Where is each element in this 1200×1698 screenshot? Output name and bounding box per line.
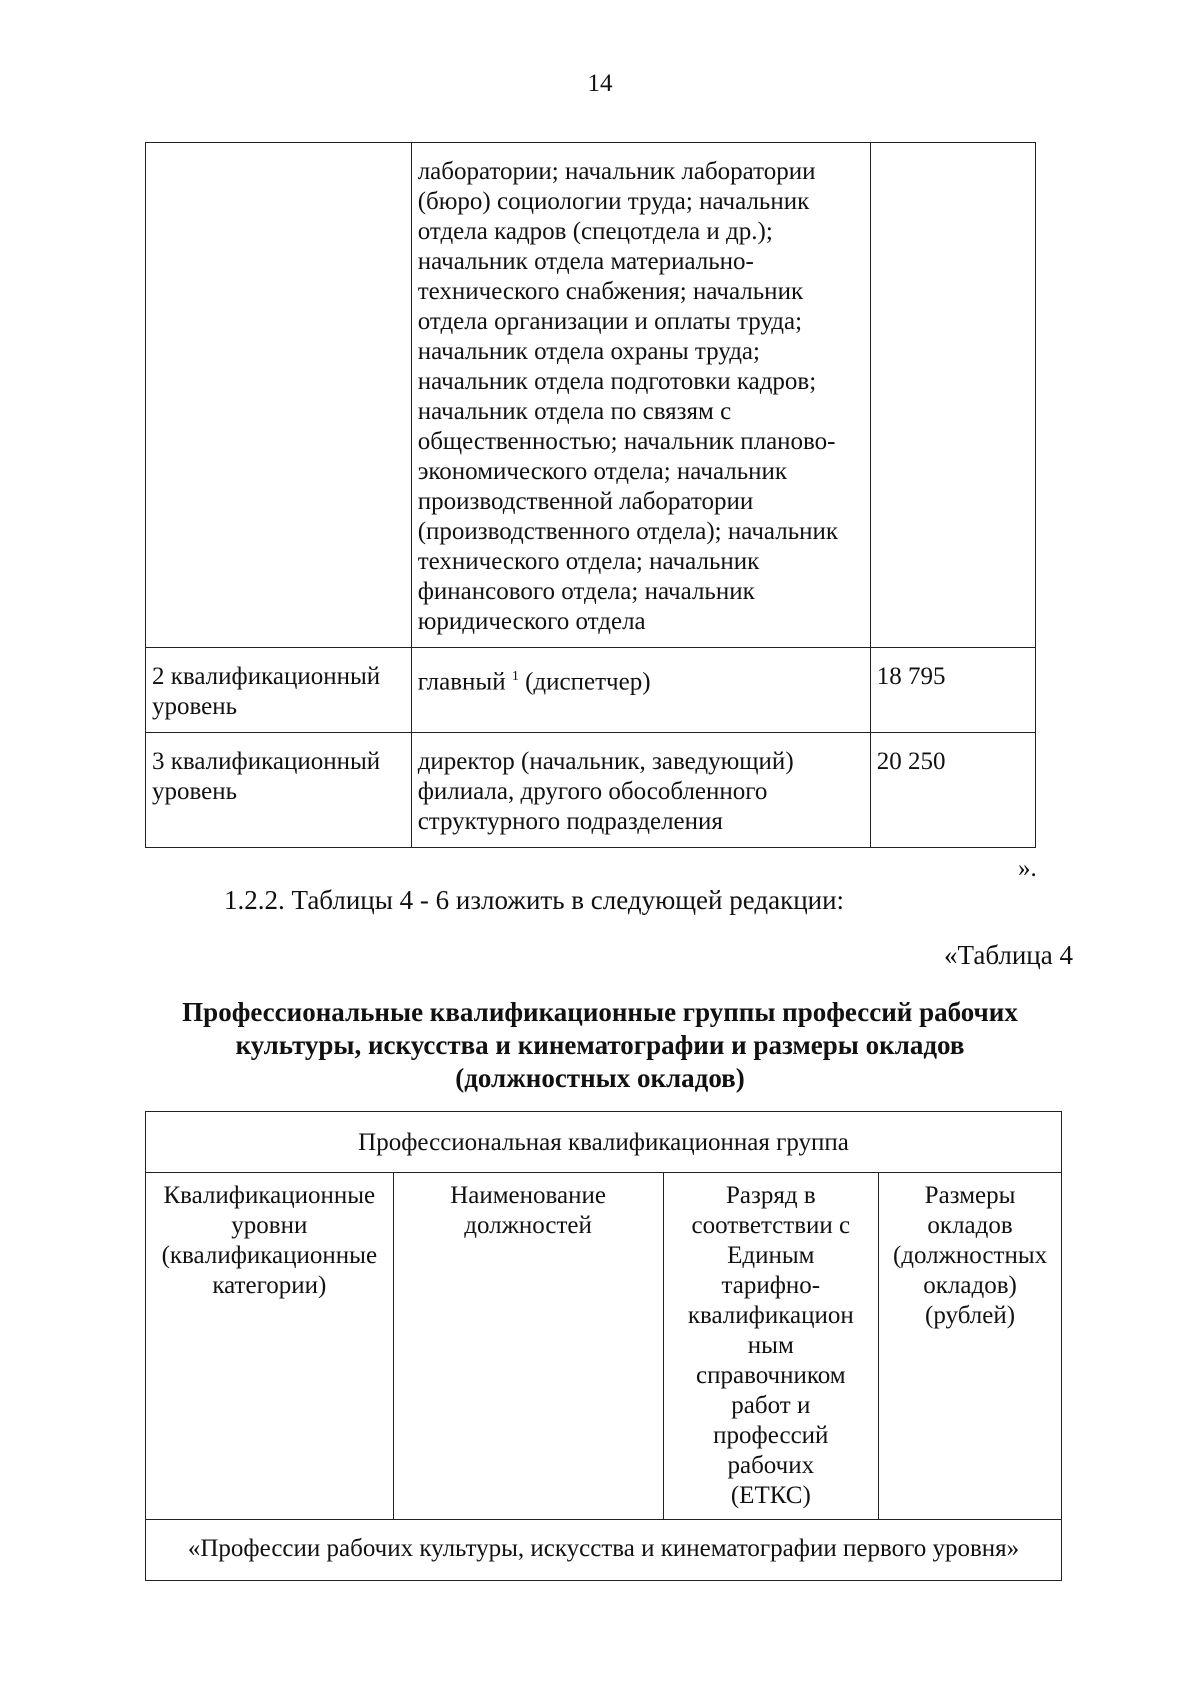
qualification-level-line: уровень	[152, 778, 238, 805]
header-line: окладов)	[923, 1272, 1017, 1299]
positions-cell	[411, 648, 870, 733]
header-line: должностей	[464, 1212, 592, 1239]
positions-line: филиала, другого обособленного	[417, 778, 768, 805]
table-row	[146, 648, 1036, 733]
table-label: «Таблица 4	[944, 940, 1073, 970]
qualification-level-cell	[146, 733, 412, 848]
positions-line: общественностью; начальник планово-	[417, 428, 836, 455]
table-header-row	[146, 1173, 1062, 1520]
header-line: Разряд в	[725, 1182, 816, 1209]
header-line: категории)	[212, 1272, 327, 1299]
header-line: Размеры	[924, 1182, 1016, 1209]
qualification-level-cell	[146, 143, 412, 648]
table-header-row	[146, 1112, 1062, 1173]
positions-line: экономического отдела; начальник	[417, 458, 788, 485]
positions-line: начальник отдела подготовки кадров;	[417, 368, 817, 395]
header-line: Квалификационные	[163, 1182, 376, 1209]
header-line: квалификацион	[687, 1302, 854, 1329]
salary-table-4	[145, 1111, 1062, 1581]
salary-cell	[870, 143, 1035, 648]
header-line: Единым	[727, 1242, 815, 1269]
position-name: главный	[417, 668, 506, 696]
qualification-level-cell	[146, 648, 412, 733]
header-line: профессий	[713, 1422, 829, 1449]
positions-line: отдела кадров (спецотдела и др.);	[417, 218, 773, 245]
salary-cell: 20 250	[870, 733, 1035, 848]
positions-line: (производственного отдела); начальник	[417, 518, 839, 545]
positions-line: юридического отдела	[417, 608, 646, 635]
qualification-level-line: 3 квалификационный	[152, 748, 381, 775]
column-header-salary	[879, 1173, 1062, 1520]
positions-line: начальник отдела охраны труда;	[417, 338, 760, 365]
positions-line: начальник отдела материально-	[417, 248, 754, 275]
header-line: (квалификационные	[161, 1242, 378, 1269]
paragraph-text: 1.2.2. Таблицы 4 - 6 изложить в следующей редакции:	[224, 885, 845, 915]
positions-line: отдела организации и оплаты труда;	[417, 308, 803, 335]
positions-line: производственной лаборатории	[417, 488, 754, 515]
column-header-position-names	[393, 1173, 663, 1520]
section-heading-cell: «Профессии рабочих культуры, искусства и кинематографии первого уровня»	[146, 1520, 1062, 1581]
page-number: 14	[587, 70, 613, 97]
section-row	[146, 1520, 1062, 1581]
positions-line: директор (начальник, заведующий)	[417, 748, 794, 775]
salary-table-continued	[145, 142, 1036, 848]
header-line: соответствии с	[691, 1212, 851, 1239]
table-row	[146, 733, 1036, 848]
position-name-rest: (диспетчер)	[525, 668, 651, 696]
header-line: тарифно-	[721, 1272, 821, 1299]
group-header-cell: Профессиональная квалификационная группа	[146, 1112, 1062, 1173]
table-title	[145, 996, 1055, 1095]
positions-line: финансового отдела; начальник	[417, 578, 755, 605]
header-line: (должностных	[892, 1242, 1048, 1269]
header-line: работ и	[731, 1392, 811, 1419]
positions-line: технического снабжения; начальник	[417, 278, 804, 305]
header-line: ным	[747, 1332, 794, 1359]
header-line: (рублей)	[925, 1302, 1016, 1329]
column-header-etks-grade	[663, 1173, 879, 1520]
header-line: уровни	[231, 1212, 308, 1239]
closing-quote: ».	[1018, 855, 1037, 882]
table-title-line: культуры, искусства и кинематографии и размеры окладов	[235, 1030, 965, 1060]
qualification-level-line: 2 квалификационный	[152, 663, 381, 690]
table-title-line: Профессиональные квалификационные группы профессий рабочих	[182, 997, 1018, 1027]
table-row	[146, 143, 1036, 648]
header-line: окладов	[927, 1212, 1013, 1239]
column-header-qualification-levels	[146, 1173, 394, 1520]
header-line: Наименование	[450, 1182, 606, 1209]
positions-line: структурного подразделения	[417, 808, 723, 835]
positions-line: начальник отдела по связям с	[417, 398, 732, 425]
positions-cell	[411, 733, 870, 848]
salary-cell: 18 795	[870, 648, 1035, 733]
positions-line: (бюро) социологии труда; начальник	[417, 188, 810, 215]
footnote-marker: 1	[511, 669, 519, 684]
positions-line: технического отдела; начальник	[417, 548, 760, 575]
table-title-line: (должностных окладов)	[455, 1063, 745, 1093]
qualification-level-line: уровень	[152, 693, 238, 720]
header-line: рабочих	[727, 1452, 815, 1479]
positions-cell	[411, 143, 870, 648]
header-line: справочником	[696, 1362, 846, 1389]
positions-line: лаборатории; начальник лаборатории	[417, 158, 816, 185]
header-line: (ЕТКС)	[730, 1482, 811, 1509]
